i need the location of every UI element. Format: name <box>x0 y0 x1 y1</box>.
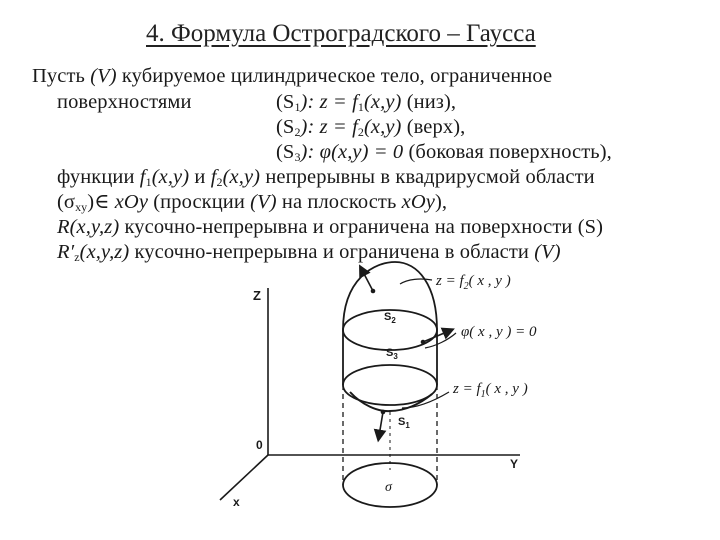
text-fragment: кусочно-непрерывна и ограничена на поверхности (S) <box>119 216 604 238</box>
subscript: 1 <box>357 100 364 114</box>
subscript: z <box>74 250 80 264</box>
text-fragment: и <box>189 166 211 188</box>
normal-arrow-bottom <box>379 412 383 436</box>
subscript: 1 <box>294 100 301 114</box>
subscript: 2 <box>357 125 364 139</box>
formula-fragment: ): z = f <box>300 116 358 138</box>
sigma-label: σ <box>385 480 392 495</box>
subscript: 1 <box>145 175 152 189</box>
formula-fragment: R′ <box>57 241 75 263</box>
formula-fragment: (x,y) <box>364 91 402 113</box>
formula-fragment: (V) <box>534 241 561 263</box>
formula-fragment: f <box>210 166 217 188</box>
subscript: 2 <box>294 125 301 139</box>
y-axis-label: Y <box>510 457 519 471</box>
formula-fragment: xOy <box>401 191 435 213</box>
text-fragment: непрерывны в квадрирусмой области <box>260 166 595 188</box>
text-fragment: Пусть <box>32 65 91 87</box>
text-fragment: ), <box>434 191 448 213</box>
formula-fragment: xOy <box>114 191 149 213</box>
formula-fragment: ): z = f <box>300 91 358 113</box>
formula-fragment: f <box>139 166 146 188</box>
x-axis-label: x <box>233 495 240 509</box>
subscript: 3 <box>294 150 301 164</box>
equation-top-surface: $z = f_2$( x , y ) <box>436 273 511 292</box>
formula-fragment: (x,y) <box>151 166 190 188</box>
formula-fragment: (x,y) <box>222 166 261 188</box>
text-fragment: (σ <box>57 191 76 213</box>
text-fragment: на плоскость <box>276 191 402 213</box>
slide-title: 4. Формула Остроградского – Гаусса <box>146 20 536 47</box>
text-fragment: кусочно-непрерывна и ограничена в области <box>129 241 535 263</box>
formula-fragment: R(x,y,z) <box>57 216 120 238</box>
s3-label: $S_3$ <box>386 347 398 361</box>
text-fragment: (S <box>276 141 295 163</box>
subscript: xy <box>75 200 88 214</box>
formula-fragment: ): φ(x,y) = 0 <box>300 141 404 163</box>
text-fragment: (низ), <box>401 91 457 113</box>
s1-label: $S_1$ <box>398 416 410 430</box>
equation-side-surface: φ( x , y ) = 0 <box>461 324 537 340</box>
text-fragment: (верх), <box>401 116 466 138</box>
text-fragment: функции <box>57 166 140 188</box>
text-fragment: поверхностями <box>57 91 192 113</box>
text-fragment: (S <box>276 91 295 113</box>
bottom-surface-s1 <box>350 392 432 411</box>
subscript: 2 <box>216 175 223 189</box>
text-fragment: (S <box>276 116 295 138</box>
origin-label: 0 <box>256 438 263 452</box>
text-fragment: )∈ <box>87 191 115 213</box>
formula-fragment: (x,y,z) <box>79 241 130 263</box>
formula-fragment: (V) <box>250 191 277 213</box>
text-fragment: кубируемое цилиндрическое тело, ограниченное <box>116 65 553 87</box>
equation-bottom-surface: $z = f_1$( x , y ) <box>453 381 528 400</box>
s2-label: $S_2$ <box>384 311 396 325</box>
body-v: (V) <box>90 65 117 87</box>
z-axis-label: Z <box>253 288 261 303</box>
formula-fragment: (x,y) <box>364 116 402 138</box>
text-fragment: (проскции <box>148 191 251 213</box>
text-fragment: (боковая поверхность), <box>403 141 612 163</box>
normal-arrow-top <box>362 270 373 291</box>
x-axis <box>220 455 268 500</box>
